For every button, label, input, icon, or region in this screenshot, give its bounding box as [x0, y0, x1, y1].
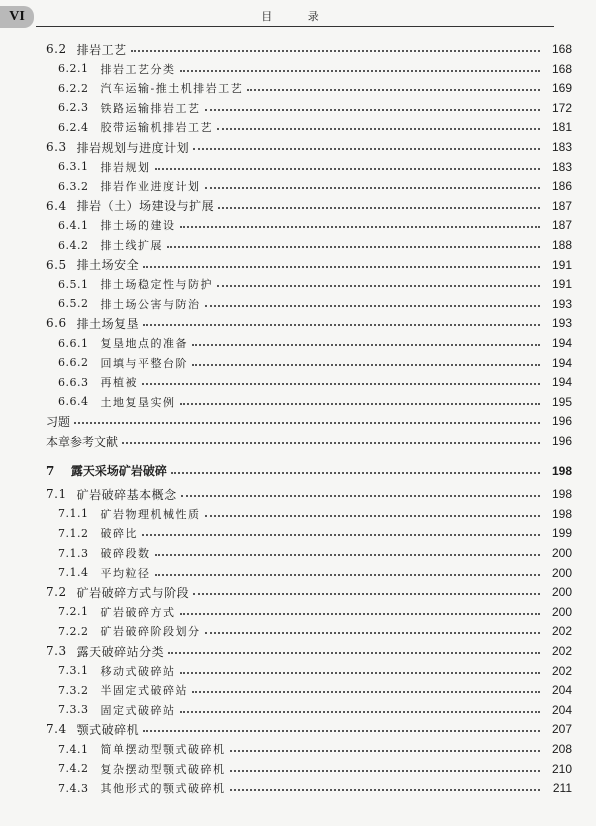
toc-entry[interactable]: [0, 523, 596, 543]
toc-entry-title: 再植被: [100, 376, 138, 390]
toc-entry-page: 187: [551, 198, 572, 213]
toc-entry-number: 7: [46, 463, 55, 478]
toc-entry-page: 200: [551, 546, 572, 560]
toc-entry-page: 187: [551, 218, 572, 233]
toc-entry-page: 211: [552, 781, 572, 796]
toc-entry-number: 6.6.4: [58, 395, 89, 409]
toc-entry-number: 7.3.1: [58, 664, 89, 678]
toc-entry[interactable]: [0, 700, 596, 720]
toc-entry-number: 6.4: [46, 198, 67, 213]
dot-leader: [205, 297, 541, 307]
toc-entry-number: 7.1.3: [58, 546, 89, 560]
toc-entry-page: 191: [551, 257, 572, 272]
toc-entry-page: 193: [551, 316, 572, 331]
toc-entry-title: 露天采场矿岩破碎: [70, 464, 167, 479]
toc-entry[interactable]: [0, 313, 596, 333]
toc-entry[interactable]: [0, 759, 596, 779]
dot-leader: [192, 683, 540, 693]
dot-leader: [171, 464, 540, 474]
toc-entry-title: 平均粒径: [100, 566, 151, 580]
toc-entry[interactable]: [0, 582, 596, 602]
toc-entry[interactable]: [0, 117, 596, 137]
toc-entry[interactable]: [0, 215, 596, 235]
toc-entry-page: 196: [551, 414, 572, 429]
toc-entry-title: 简单摆动型颚式破碎机: [100, 743, 226, 756]
toc-entry[interactable]: [0, 431, 596, 451]
toc-entry-title: 固定式破碎站: [100, 703, 176, 717]
toc-entry-title: 颚式破碎机: [76, 722, 140, 737]
toc-entry-number: 7.4.3: [58, 781, 89, 795]
toc-entry-page: 200: [551, 565, 572, 580]
dot-leader: [181, 487, 540, 497]
toc-entry-title: 复垦地点的准备: [100, 337, 188, 350]
toc-entry-title: 移动式破碎站: [100, 664, 176, 678]
toc-entry-page: 194: [551, 336, 572, 350]
page-number-label: VI: [0, 6, 34, 28]
toc-entry-number: 7.3.2: [58, 683, 89, 697]
dot-leader: [192, 356, 540, 366]
dot-leader: [122, 434, 540, 444]
toc-entry-number: 6.2.3: [58, 101, 89, 115]
toc-entry-page: 198: [551, 506, 572, 521]
toc-entry-page: 168: [551, 61, 572, 76]
dot-leader: [167, 238, 540, 248]
toc-entry-title: 复杂摆动型颚式破碎机: [100, 762, 226, 776]
dot-leader: [230, 781, 541, 791]
toc-entry-number: 7.4: [46, 722, 67, 737]
toc-entry-number: 6.2.4: [58, 120, 89, 134]
dot-leader: [180, 664, 541, 674]
toc-entry[interactable]: [0, 392, 596, 412]
toc-entry-title: 排岩规划与进度计划: [76, 140, 190, 155]
toc-entry-number: 6.2.1: [58, 62, 89, 76]
toc-entry-page: 202: [551, 644, 572, 658]
toc-entry[interactable]: [0, 98, 596, 118]
dot-leader: [131, 42, 540, 52]
toc-entry-number: 6.3.1: [58, 160, 89, 174]
toc-entry-title: 排岩工艺分类: [100, 62, 176, 76]
dot-leader: [205, 507, 541, 517]
toc-entry-title: 破碎段数: [100, 547, 151, 560]
toc-entry-title: 矿岩物理机械性质: [100, 507, 201, 521]
toc-entry-page: 202: [551, 624, 572, 639]
toc-entry[interactable]: [0, 602, 596, 622]
running-title: 目 录: [261, 10, 335, 23]
toc-entry-number: 7.4.1: [58, 742, 89, 756]
toc-entry-title: 排土场稳定性与防护: [100, 278, 213, 292]
toc-entry-title: 排土场复垦: [76, 316, 140, 331]
toc-entry[interactable]: [0, 372, 596, 392]
toc-entry-number: 6.2.2: [58, 81, 89, 95]
dot-leader: [192, 336, 540, 346]
toc-entry[interactable]: [0, 255, 596, 275]
dot-leader: [247, 81, 540, 91]
toc-entry-number: 6.4.2: [58, 238, 89, 252]
toc-entry[interactable]: [0, 39, 596, 59]
toc-entry-page: 200: [551, 585, 572, 600]
dot-leader: [168, 644, 540, 654]
dot-leader: [230, 762, 541, 772]
toc-entry[interactable]: [0, 176, 596, 196]
toc-entry[interactable]: [0, 621, 596, 641]
toc-entry-page: 168: [551, 42, 572, 56]
toc-entry-number: 7.1.1: [58, 507, 89, 521]
toc-entry-number: 6.6.3: [58, 375, 89, 389]
toc-entry-title: 矿岩破碎基本概念: [76, 487, 177, 502]
toc-entry-title: 胶带运输机排岩工艺: [100, 121, 213, 135]
toc-entry[interactable]: [0, 78, 596, 98]
toc-entry[interactable]: [0, 661, 596, 681]
dot-leader: [142, 375, 540, 385]
toc-entry[interactable]: [0, 680, 596, 700]
page-header: [0, 0, 596, 36]
dot-leader: [142, 526, 540, 536]
toc-entry[interactable]: [0, 59, 596, 79]
toc-entry-number: 7.4.2: [58, 762, 89, 776]
dot-leader: [143, 722, 540, 732]
toc-entry[interactable]: [0, 235, 596, 255]
toc-entry[interactable]: [0, 719, 596, 739]
toc-entry-title: 矿岩破碎阶段划分: [100, 625, 201, 639]
toc-entry-page: 181: [551, 120, 572, 135]
toc-entry-page: 199: [551, 526, 572, 541]
toc-entry-number: 7.3: [46, 644, 67, 658]
toc-entry[interactable]: [0, 563, 596, 583]
header-rule: [36, 26, 554, 27]
toc-entry-page: 172: [551, 100, 572, 115]
dot-leader: [218, 199, 540, 209]
toc-entry-page: 210: [551, 761, 572, 776]
dot-leader: [205, 101, 541, 111]
toc-entry-page: 198: [551, 487, 572, 502]
toc-entry-title: 排土线扩展: [100, 239, 163, 252]
toc-entry-number: 6.4.1: [58, 218, 89, 232]
toc-entry[interactable]: [0, 333, 596, 353]
dot-leader: [180, 605, 541, 615]
toc-entry-number: 6.6.2: [58, 356, 89, 370]
toc-entry-number: 7.2.1: [58, 605, 89, 619]
toc-entry-title: 排岩作业进度计划: [100, 180, 201, 194]
dot-leader: [180, 395, 541, 405]
toc-entry-title: 排岩（土）场建设与扩展: [76, 199, 215, 214]
toc-entry[interactable]: [0, 353, 596, 373]
toc-entry[interactable]: [0, 411, 596, 431]
toc-entry-page: 198: [551, 463, 572, 478]
toc-entry-page: 208: [551, 742, 572, 756]
dot-leader: [193, 140, 540, 150]
toc-entry-number: 7.3.3: [58, 703, 89, 717]
toc-entry-title: 半固定式破碎站: [100, 684, 188, 698]
toc-entry-number: 7.1.2: [58, 526, 89, 540]
toc-entry-page: 202: [551, 663, 572, 678]
dot-leader: [205, 179, 541, 189]
toc-entry-page: 194: [551, 355, 572, 370]
toc-entry-title: 习题: [46, 414, 71, 429]
dot-leader: [143, 258, 540, 268]
dot-leader: [143, 316, 540, 326]
toc-entry-number: 6.5.2: [58, 297, 89, 311]
toc-entry-title: 排岩工艺: [76, 42, 127, 57]
toc-entry[interactable]: [0, 739, 596, 759]
toc-entry-title: 矿岩破碎方式与阶段: [76, 585, 190, 600]
dot-leader: [217, 120, 540, 130]
toc-entry[interactable]: [0, 778, 596, 798]
dot-leader: [155, 160, 541, 170]
toc-entry[interactable]: [0, 157, 596, 177]
toc-entry-number: 7.1.4: [58, 566, 89, 580]
toc-entry-page: 207: [551, 722, 572, 737]
toc-entry-number: 6.6: [46, 316, 67, 331]
toc-entry-page: 169: [551, 81, 572, 96]
toc-entry-title: 排岩规划: [100, 160, 151, 174]
dot-leader: [217, 277, 540, 287]
toc-entry[interactable]: [0, 274, 596, 294]
toc-entry-title: 露天破碎站分类: [76, 644, 165, 659]
toc-entry-page: 204: [551, 683, 572, 698]
dot-leader: [155, 546, 541, 556]
toc-entry-number: 6.6.1: [58, 336, 89, 350]
dot-leader: [180, 62, 541, 72]
toc-entry[interactable]: [0, 137, 596, 157]
toc-entry-title: 其他形式的颚式破碎机: [100, 782, 226, 796]
toc-entry-page: 200: [551, 604, 572, 619]
toc-entry-page: 193: [551, 296, 572, 311]
toc-entry[interactable]: [0, 641, 596, 661]
toc-entry-title: 矿岩破碎方式: [100, 605, 176, 619]
toc-entry-number: 6.5.1: [58, 277, 89, 291]
toc-entry-title: 排土场安全: [76, 258, 140, 273]
toc-entry-page: 195: [551, 394, 572, 409]
toc-entry-page: 183: [551, 140, 572, 154]
dot-leader: [180, 218, 541, 228]
toc-entry[interactable]: [0, 504, 596, 524]
toc-entry-title: 破碎比: [100, 527, 138, 541]
toc-entry-page: 183: [551, 159, 572, 174]
dot-leader: [155, 566, 541, 576]
toc-entry[interactable]: [0, 461, 596, 481]
toc-entry-title: 汽车运输-推土机排岩工艺: [100, 82, 244, 96]
toc-entry-page: 194: [551, 375, 572, 390]
toc-entry-title: 排土场的建设: [100, 219, 176, 233]
toc-entry-number: 7.1: [46, 487, 67, 502]
toc-entry-page: 196: [551, 434, 572, 448]
toc-entry-number: 7.2.2: [58, 624, 89, 638]
toc-entry-page: 186: [551, 179, 572, 194]
toc-entry-page: 191: [551, 277, 572, 292]
toc-entry[interactable]: [0, 294, 596, 314]
toc-entry-title: 铁路运输排岩工艺: [100, 101, 201, 115]
dot-leader: [205, 624, 541, 634]
dot-leader: [230, 742, 541, 752]
toc-entry-page: 188: [551, 238, 572, 252]
toc-entry-number: 7.2: [46, 585, 67, 600]
toc-entry-page: 204: [551, 702, 572, 717]
toc-entry[interactable]: [0, 484, 596, 504]
dot-leader: [74, 414, 540, 424]
toc-entry-number: 6.3.2: [58, 179, 89, 193]
toc-entry[interactable]: [0, 196, 596, 216]
toc-entry[interactable]: [0, 543, 596, 563]
dot-leader: [193, 585, 540, 595]
toc-entry-title: 土地复垦实例: [100, 395, 176, 409]
dot-leader: [180, 703, 541, 713]
toc-entry-number: 6.5: [46, 257, 67, 272]
toc-entry-number: 6.2: [46, 42, 67, 56]
toc-entry-title: 本章参考文献: [46, 434, 119, 449]
toc-entry-number: 6.3: [46, 140, 67, 154]
toc-entry-title: 回填与平整台阶: [100, 356, 188, 370]
toc-entry-title: 排土场公害与防治: [100, 297, 201, 311]
